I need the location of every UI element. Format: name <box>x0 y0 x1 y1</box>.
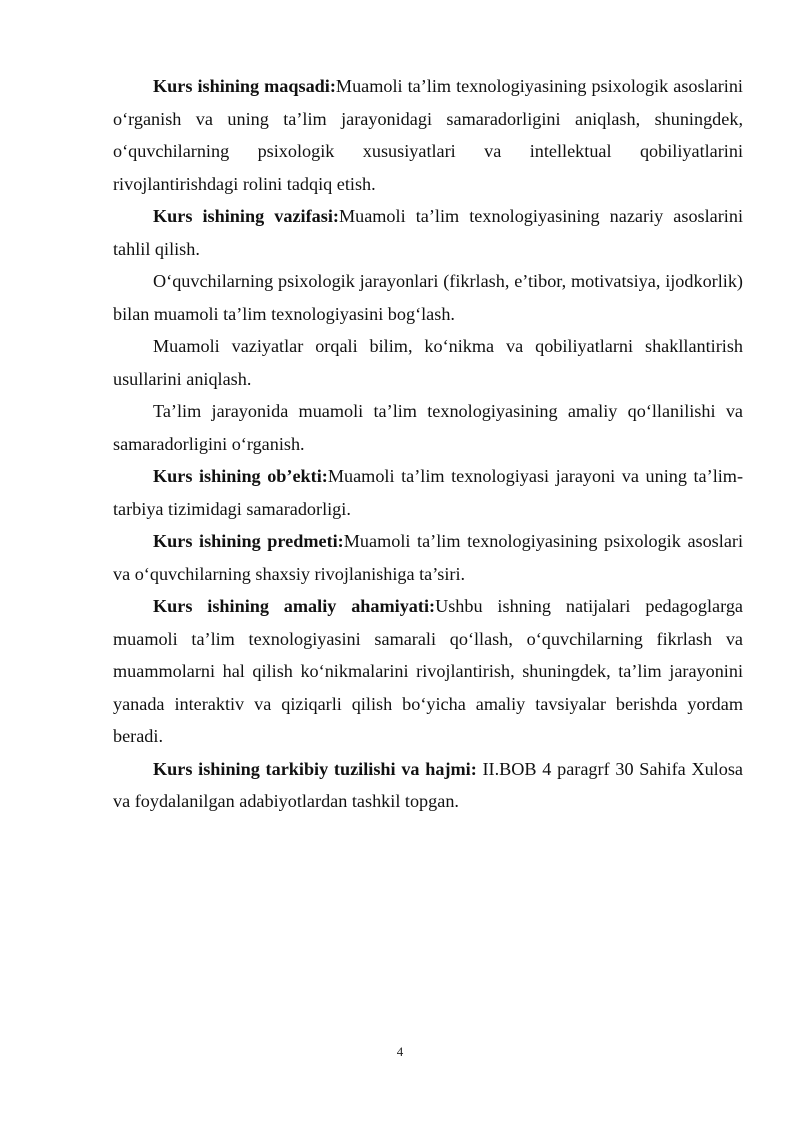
paragraph-label: Kurs ishining ob’ekti: <box>153 466 328 486</box>
paragraph-text: Muamoli ta’lim texnologiyasining nazariy asoslarini tahlil qilish. <box>113 206 743 259</box>
paragraph-text: II.BOB 4 paragrf 30 Sahifa Xulosa va foydalanilgan adabiyotlardan tashkil topgan. <box>113 758 743 811</box>
page-number: 4 <box>396 1044 404 1059</box>
paragraph-text: Muamoli ta’lim texnologiyasining psixologik asoslarini o‘rganish va uning ta’lim jarayonidagi samaradorligini aniqlash, shuningdek, o‘quvchilarning psixologik xususiyatlari va intellektual qobiliyatlarini rivojlantirishdagi rolini tadqiq etish. <box>113 76 743 194</box>
paragraph-text: Ushbu ishning natijalari pedagoglarga muamoli ta’lim texnologiyasini samarali qo‘llash, o‘quvchilarning fikrlash va muammolarni hal qilish ko‘nikmalarini rivojlantirish, shuningdek, ta’lim jarayonini yanada interaktiv va qiziqarli qilish bo‘yicha amaliy tavsiyalar berishda yordam beradi. <box>113 596 743 746</box>
paragraph-text: Muamoli vaziyatlar orqali bilim, ko‘nikma va qobiliyatlarni shakllantirish usullarini aniqlash. <box>113 336 743 389</box>
paragraph-text: Ta’lim jarayonida muamoli ta’lim texnologiyasining amaliy qo‘llanilishi va samaradorligini o‘rganish. <box>113 401 743 454</box>
paragraph-label: Kurs ishining maqsadi: <box>153 76 336 96</box>
paragraph-text: Muamoli ta’lim texnologiyasining psixologik asoslari va o‘quvchilarning shaxsiy rivojlanishiga ta’siri. <box>113 531 743 584</box>
paragraph-label: Kurs ishining amaliy ahamiyati: <box>153 596 436 616</box>
paragraph-vazifa-4 <box>113 395 743 460</box>
page-body <box>113 70 743 818</box>
paragraph-vazifa-3 <box>113 330 743 395</box>
paragraph-label: Kurs ishining vazifasi: <box>153 206 339 226</box>
paragraph-maqsadi <box>113 70 743 200</box>
paragraph-tuzilishi <box>113 753 743 818</box>
paragraph-text: O‘quvchilarning psixologik jarayonlari (fikrlash, e’tibor, motivatsiya, ijodkorlik) bilan muamoli ta’lim texnologiyasini bog‘lash. <box>113 271 743 324</box>
paragraph-vazifa-2 <box>113 265 743 330</box>
paragraph-obekti <box>113 460 743 525</box>
paragraph-label: Kurs ishining tarkibiy tuzilishi va hajmi: <box>153 758 477 779</box>
paragraph-amaliy-ahamiyati <box>113 590 743 753</box>
paragraph-vazifasi <box>113 200 743 265</box>
paragraph-predmeti <box>113 525 743 590</box>
paragraph-label: Kurs ishining predmeti: <box>153 531 344 551</box>
paragraph-text: Muamoli ta’lim texnologiyasi jarayoni va uning ta’lim-tarbiya tizimidagi samaradorligi. <box>113 466 743 519</box>
